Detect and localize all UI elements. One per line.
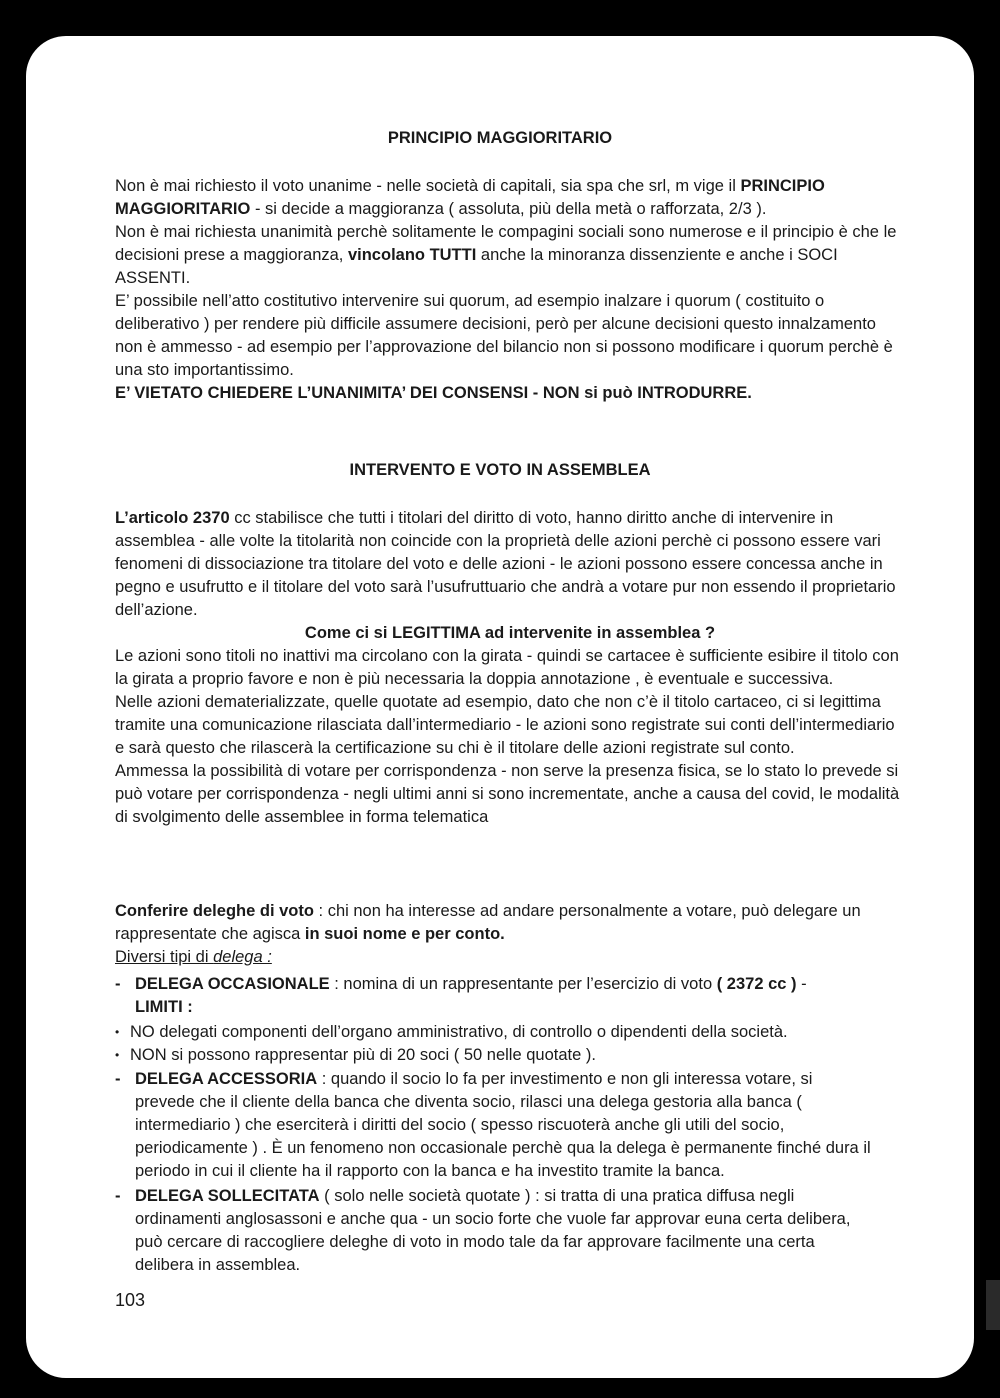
dash-bullet: -	[115, 1070, 121, 1088]
text: Non è mai richiesto il voto unanime - nelle società di capitali, sia spa che srl, m vige il	[115, 177, 741, 195]
bold-text: L’articolo 2370	[115, 509, 230, 527]
text: E’ possibile nell’atto costitutivo intervenire sui quorum, ad esempio inalzare i quorum ( costituito o deliberativo ) per rendere più difficile assumere decisioni, però per alcune decisioni questo innalzamento non è ammesso - ad esempio per l’approvazione del bilancio non si possono modificare i quorum perchè è una sto importantissimo.	[115, 292, 893, 379]
text: Nelle azioni dematerializzate, quelle quotate ad esempio, dato che non c’è il titolo cartaceo, ci si legittima tramite una comunicazione rilasciata dall’intermediario - le azioni sono registrate sui conti dell’intermediario e sarà questo che rilascerà la certificazione su chi è il titolare delle azioni registrate sul conto.	[115, 693, 895, 757]
dash-bullet: -	[115, 975, 121, 993]
text: : nomina di un rappresentante per l’esercizio di voto	[329, 975, 717, 993]
dash-bullet: -	[115, 1187, 121, 1205]
bold-text: PRINCIPIO MAGGIORITARIO	[115, 177, 825, 218]
dot-bullet: •	[115, 1025, 120, 1039]
list-item-text: NO delegati componenti dell’organo amministrativo, di controllo o dipendenti della società.	[130, 1023, 788, 1041]
dot-bullet: •	[115, 1048, 120, 1062]
italic-underlined-text: delega :	[213, 948, 272, 966]
section-heading-principio: PRINCIPIO MAGGIORITARIO	[387, 129, 613, 147]
list-item-text	[135, 1068, 875, 1183]
page-number: 103	[115, 1290, 146, 1310]
text: Le azioni sono titoli no inattivi ma circolano con la girata - quindi se cartacee è sufficiente esibire il titolo con la girata a proprio favore e non è più necessaria la doppia annotazione , è eventuale e successiva.	[115, 647, 899, 688]
text: : quando il socio lo fa per investimento e non gli interessa votare, si prevede che il cliente della banca che diventa socio, rilasci una delega gestoria alla banca ( intermediario ) che eserciterà i diritti del socio ( spesso riscuoterà anche gli utili del socio, periodicamente ) . È un fenomeno non occasionale perchè qua la delega è permanente finché dura il periodo in cui il cliente ha il rapporto con la banca e ha investito tramite la banca.	[135, 1070, 871, 1180]
document-page	[26, 36, 974, 1378]
text: ( solo nelle società quotate ) : si tratta di una pratica diffusa negli ordinamenti anglosassoni e anche qua - un socio forte che vuole far approvar euna certa delibera, può cercare di raccogliere deleghe di voto in modo tale da far approvare facilmente una certa delibera in assemblea.	[135, 1187, 851, 1274]
section-heading-intervento: INTERVENTO E VOTO IN ASSEMBLEA	[349, 461, 651, 479]
text: : chi non ha interesse ad andare personalmente a votare, può delegare un rappresentate che agisca	[115, 902, 861, 943]
bold-text: ( 2372 cc )	[716, 975, 797, 993]
question-line: Come ci si LEGITTIMA ad intervenite in assemblea ?	[304, 624, 716, 642]
underlined-text: Diversi tipi di	[115, 948, 214, 966]
list-item-text	[135, 1185, 875, 1277]
paragraph-intervento	[115, 507, 905, 829]
text: cc stabilisce che tutti i titolari del diritto di voto, hanno diritto anche di intervenire in assemblea - alle volte la titolarità non coincide con la proprietà delle azioni perchè ci possono essere vari fenomeni di dissociazione tra titolare del voto e delle azioni - le azioni possono essere concessa anche in pegno e usufrutto e il titolare del voto sarà l’usufruttuario che andrà a votare pur non essendo il proprietario dell’azione.	[115, 509, 896, 619]
bold-text: DELEGA SOLLECITATA	[135, 1187, 320, 1205]
list-item-text	[135, 973, 875, 1019]
bold-text: DELEGA OCCASIONALE	[135, 975, 330, 993]
text: anche la minoranza dissenziente e anche i SOCI ASSENTI.	[115, 246, 838, 287]
bold-text: DELEGA ACCESSORIA	[135, 1070, 318, 1088]
text: - si decide a maggioranza ( assoluta, più della metà o rafforzata, 2/3 ).	[250, 200, 767, 218]
bold-text: vincolano TUTTI	[347, 246, 477, 264]
paragraph-deleghe	[115, 900, 905, 969]
text: Non è mai richiesta unanimità perchè solitamente le compagini sociali sono numerose e il principio è che le decisioni prese a maggioranza,	[115, 223, 897, 264]
text: -	[796, 975, 807, 993]
bold-text: Conferire deleghe di voto	[115, 902, 314, 920]
bold-text: LIMITI :	[135, 998, 193, 1016]
list-item-text: NON si possono rappresentar più di 20 soci ( 50 nelle quotate ).	[130, 1046, 596, 1064]
edge-strip	[986, 1280, 1000, 1330]
bold-text: in suoi nome e per conto.	[304, 925, 505, 943]
text: Ammessa la possibilità di votare per corrispondenza - non serve la presenza fisica, se lo stato lo prevede si può votare per corrispondenza - negli ultimi anni si sono incrementate, anche a causa del covid, le modalità di svolgimento delle assemblee in forma telematica	[115, 762, 900, 826]
paragraph-principio	[115, 175, 905, 405]
bold-text: E’ VIETATO CHIEDERE L’UNANIMITA’ DEI CONSENSI - NON si può INTRODURRE.	[115, 384, 752, 402]
